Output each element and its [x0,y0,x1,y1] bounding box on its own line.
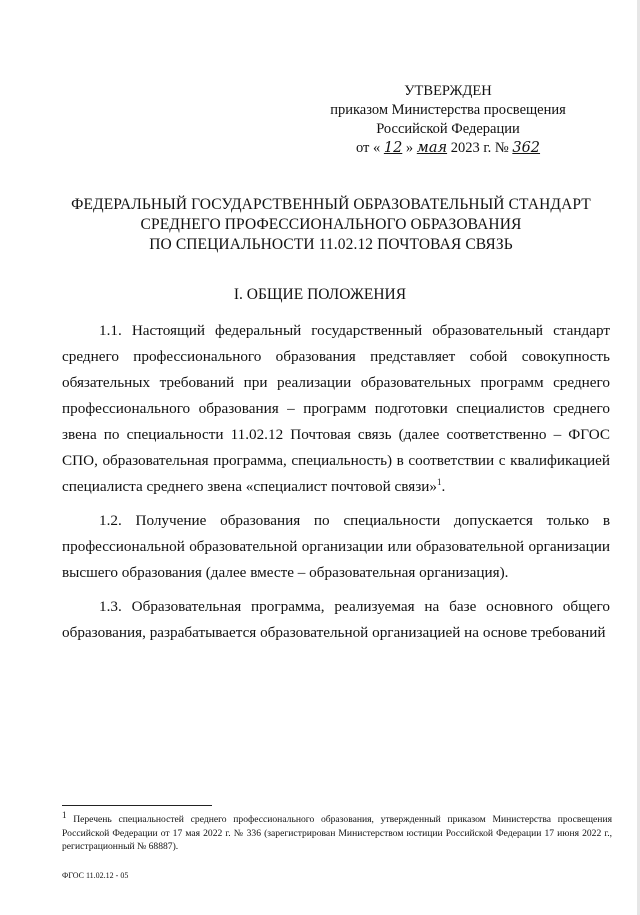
handwritten-day: 12 [383,140,403,156]
date-year: 2023 г. № [450,140,509,156]
document-title [62,195,600,255]
footnote-reference[interactable]: 1 [436,476,442,487]
title-line-2: СРЕДНЕГО ПРОФЕССИОНАЛЬНОГО ОБРАЗОВАНИЯ [140,216,522,233]
paragraph-1-1-text: 1.1. Настоящий федеральный государственный образовательный стандарт среднего профессионального образования представляет собой совокупность обязательных требований при реализации образовательных программ среднего профессионального образования – программ подготовки специалистов среднего звена по специальности 11.02.12 Почтовая связь (далее соответственно – ФГОС СПО, образовательная программа, специальность) в соответствии с квалификацией специалиста среднего звена «специалист почтовой связи» [62,322,610,495]
date-mid: » [405,140,414,156]
paragraph-1-3: 1.3. Образовательная программа, реализуемая на базе основного общего образования, разрабатывается образовательной организацией на основе требований [62,598,610,641]
handwritten-month: мая [416,140,448,156]
date-prefix: от « [355,140,381,156]
footnote-divider [62,805,212,806]
footnote-mark: 1 [62,809,67,820]
approval-federation-line: Российской Федерации [376,121,520,137]
paragraph-1-1 [62,318,610,500]
approval-title: УТВЕРЖДЕН [404,83,492,99]
approval-block [318,82,578,158]
paragraph-1-1-end: . [441,478,446,495]
approval-date-line [318,139,578,158]
body-text [62,318,610,646]
paragraph-1-2: 1.2. Получение образования по специальности допускается только в профессиональной образовательной организации или образовательной организации высшего образования (далее вместе – образовательная организация). [62,512,610,581]
approval-order-line: приказом Министерства просвещения [330,102,566,118]
title-line-1: ФЕДЕРАЛЬНЫЙ ГОСУДАРСТВЕННЫЙ ОБРАЗОВАТЕЛЬНЫЙ СТАНДАРТ [71,196,591,213]
page-footer: ФГОС 11.02.12 - 05 [62,871,129,880]
section-heading: I. ОБЩИЕ ПОЛОЖЕНИЯ [233,286,407,303]
footnote [62,809,612,854]
footnote-text: Перечень специальностей среднего профессионального образования, утвержденный приказом Министерства просвещения Российской Федерации от 17 мая 2022 г. № 336 (зарегистрирован Министерством юстиции Российской Федерации 17 июня 2022 г., регистрационный № 68887). [62,814,612,852]
title-line-3: ПО СПЕЦИАЛЬНОСТИ 11.02.12 ПОЧТОВАЯ СВЯЗЬ [149,236,513,253]
handwritten-number: 362 [512,140,541,156]
